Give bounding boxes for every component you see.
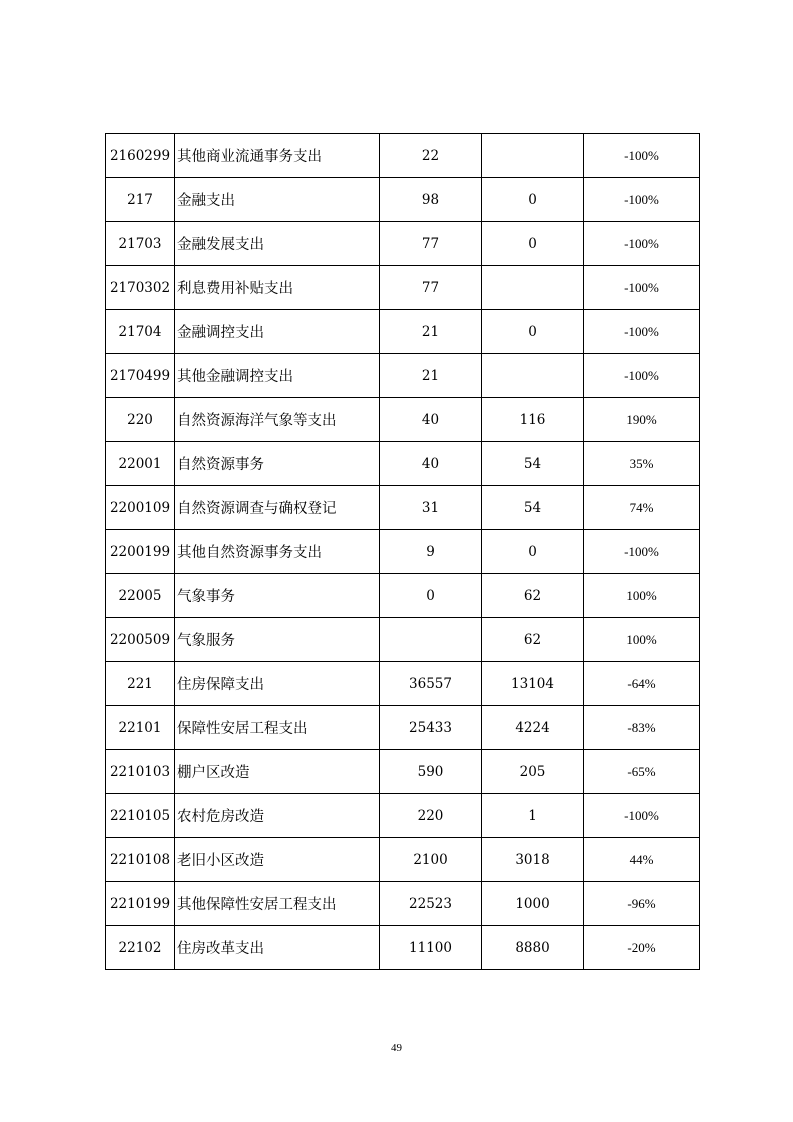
cell-name: 其他金融调控支出 bbox=[175, 354, 380, 398]
cell-name: 其他保障性安居工程支出 bbox=[175, 882, 380, 926]
cell-code: 21704 bbox=[106, 310, 175, 354]
cell-name: 其他商业流通事务支出 bbox=[175, 134, 380, 178]
cell-name: 利息费用补贴支出 bbox=[175, 266, 380, 310]
cell-value-1: 21 bbox=[380, 310, 482, 354]
cell-value-2: 0 bbox=[482, 530, 584, 574]
cell-name: 自然资源海洋气象等支出 bbox=[175, 398, 380, 442]
cell-code: 2210105 bbox=[106, 794, 175, 838]
table-row bbox=[106, 310, 700, 354]
cell-name: 棚户区改造 bbox=[175, 750, 380, 794]
cell-value-1: 11100 bbox=[380, 926, 482, 970]
cell-code: 2170302 bbox=[106, 266, 175, 310]
cell-change-pct: -65% bbox=[584, 750, 700, 794]
cell-value-1: 2100 bbox=[380, 838, 482, 882]
cell-value-1: 590 bbox=[380, 750, 482, 794]
cell-change-pct: 100% bbox=[584, 574, 700, 618]
cell-change-pct: 35% bbox=[584, 442, 700, 486]
cell-value-2: 4224 bbox=[482, 706, 584, 750]
cell-change-pct: -100% bbox=[584, 794, 700, 838]
cell-value-1: 0 bbox=[380, 574, 482, 618]
cell-code: 2210199 bbox=[106, 882, 175, 926]
cell-name: 气象事务 bbox=[175, 574, 380, 618]
cell-name: 住房改革支出 bbox=[175, 926, 380, 970]
cell-value-1: 31 bbox=[380, 486, 482, 530]
cell-change-pct: -100% bbox=[584, 134, 700, 178]
cell-value-2: 205 bbox=[482, 750, 584, 794]
cell-value-2 bbox=[482, 134, 584, 178]
table-row bbox=[106, 134, 700, 178]
cell-code: 217 bbox=[106, 178, 175, 222]
cell-code: 22102 bbox=[106, 926, 175, 970]
cell-value-2: 13104 bbox=[482, 662, 584, 706]
cell-change-pct: -20% bbox=[584, 926, 700, 970]
cell-value-1: 77 bbox=[380, 266, 482, 310]
table-row bbox=[106, 662, 700, 706]
cell-value-1 bbox=[380, 618, 482, 662]
table-row bbox=[106, 398, 700, 442]
table-row bbox=[106, 750, 700, 794]
cell-change-pct: 74% bbox=[584, 486, 700, 530]
cell-value-2: 8880 bbox=[482, 926, 584, 970]
cell-value-2: 1000 bbox=[482, 882, 584, 926]
cell-change-pct: -100% bbox=[584, 266, 700, 310]
table-row bbox=[106, 178, 700, 222]
cell-value-2: 1 bbox=[482, 794, 584, 838]
cell-code: 22005 bbox=[106, 574, 175, 618]
cell-code: 221 bbox=[106, 662, 175, 706]
cell-value-2: 0 bbox=[482, 310, 584, 354]
cell-code: 21703 bbox=[106, 222, 175, 266]
cell-change-pct: -96% bbox=[584, 882, 700, 926]
cell-name: 住房保障支出 bbox=[175, 662, 380, 706]
table-row bbox=[106, 926, 700, 970]
cell-change-pct: 100% bbox=[584, 618, 700, 662]
cell-value-1: 40 bbox=[380, 442, 482, 486]
cell-value-2 bbox=[482, 266, 584, 310]
cell-code: 22001 bbox=[106, 442, 175, 486]
cell-code: 220 bbox=[106, 398, 175, 442]
cell-name: 农村危房改造 bbox=[175, 794, 380, 838]
cell-change-pct: -100% bbox=[584, 222, 700, 266]
cell-value-2: 62 bbox=[482, 618, 584, 662]
cell-value-2: 62 bbox=[482, 574, 584, 618]
table-row bbox=[106, 222, 700, 266]
cell-code: 2170499 bbox=[106, 354, 175, 398]
table-row bbox=[106, 266, 700, 310]
cell-name: 金融支出 bbox=[175, 178, 380, 222]
cell-name: 自然资源事务 bbox=[175, 442, 380, 486]
cell-change-pct: -100% bbox=[584, 354, 700, 398]
cell-code: 2210108 bbox=[106, 838, 175, 882]
table-row bbox=[106, 882, 700, 926]
page-number: 49 bbox=[391, 1042, 402, 1054]
cell-change-pct: -100% bbox=[584, 310, 700, 354]
cell-name: 金融调控支出 bbox=[175, 310, 380, 354]
cell-change-pct: -100% bbox=[584, 530, 700, 574]
table-row bbox=[106, 574, 700, 618]
cell-name: 老旧小区改造 bbox=[175, 838, 380, 882]
cell-code: 2200199 bbox=[106, 530, 175, 574]
cell-name: 气象服务 bbox=[175, 618, 380, 662]
table-row bbox=[106, 618, 700, 662]
cell-change-pct: -100% bbox=[584, 178, 700, 222]
cell-change-pct: -64% bbox=[584, 662, 700, 706]
cell-value-1: 22 bbox=[380, 134, 482, 178]
cell-value-1: 25433 bbox=[380, 706, 482, 750]
cell-value-1: 77 bbox=[380, 222, 482, 266]
cell-value-1: 21 bbox=[380, 354, 482, 398]
cell-name: 其他自然资源事务支出 bbox=[175, 530, 380, 574]
table-row bbox=[106, 838, 700, 882]
table-row bbox=[106, 794, 700, 838]
cell-value-2: 0 bbox=[482, 178, 584, 222]
cell-value-2: 0 bbox=[482, 222, 584, 266]
cell-value-1: 9 bbox=[380, 530, 482, 574]
cell-change-pct: 190% bbox=[584, 398, 700, 442]
cell-code: 22101 bbox=[106, 706, 175, 750]
table-body bbox=[106, 134, 700, 970]
cell-value-1: 36557 bbox=[380, 662, 482, 706]
table-row bbox=[106, 442, 700, 486]
cell-value-1: 40 bbox=[380, 398, 482, 442]
cell-value-2: 116 bbox=[482, 398, 584, 442]
cell-change-pct: 44% bbox=[584, 838, 700, 882]
cell-value-2: 54 bbox=[482, 442, 584, 486]
budget-table bbox=[105, 133, 700, 970]
cell-value-1: 22523 bbox=[380, 882, 482, 926]
cell-code: 2160299 bbox=[106, 134, 175, 178]
cell-name: 保障性安居工程支出 bbox=[175, 706, 380, 750]
cell-code: 2200509 bbox=[106, 618, 175, 662]
table-row bbox=[106, 354, 700, 398]
table-row bbox=[106, 486, 700, 530]
cell-value-2 bbox=[482, 354, 584, 398]
cell-change-pct: -83% bbox=[584, 706, 700, 750]
table-row bbox=[106, 530, 700, 574]
table-row bbox=[106, 706, 700, 750]
cell-code: 2200109 bbox=[106, 486, 175, 530]
cell-value-1: 98 bbox=[380, 178, 482, 222]
cell-name: 自然资源调查与确权登记 bbox=[175, 486, 380, 530]
cell-code: 2210103 bbox=[106, 750, 175, 794]
cell-value-2: 3018 bbox=[482, 838, 584, 882]
cell-name: 金融发展支出 bbox=[175, 222, 380, 266]
cell-value-2: 54 bbox=[482, 486, 584, 530]
cell-value-1: 220 bbox=[380, 794, 482, 838]
